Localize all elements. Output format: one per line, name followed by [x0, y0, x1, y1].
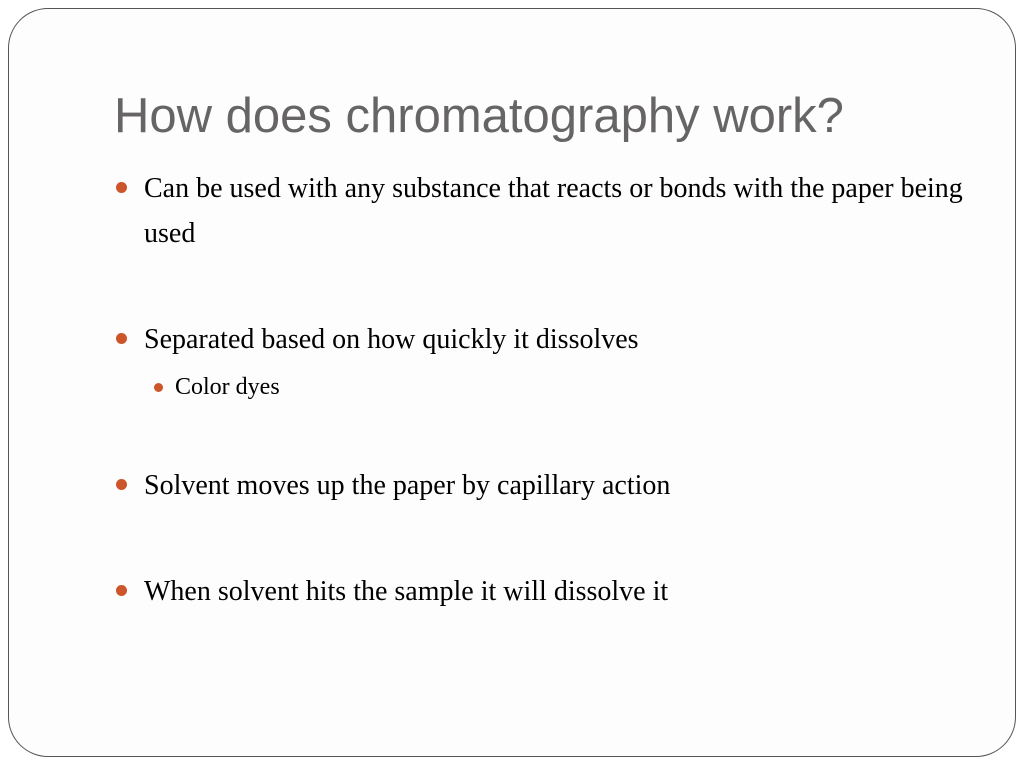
- bullet-text: Solvent moves up the paper by capillary action: [144, 470, 671, 501]
- bullet-text: When solvent hits the sample it will dissolve it: [144, 576, 669, 607]
- bullet-dot-icon: [154, 383, 163, 392]
- bullet-item: [144, 569, 974, 614]
- bullet-item: [144, 166, 974, 256]
- bullet-dot-icon: [116, 479, 127, 490]
- slide-title: How does chromatography work?: [114, 89, 844, 143]
- bullet-dot-icon: [116, 182, 127, 193]
- bullet-dot-icon: [116, 333, 127, 344]
- bullet-item: [144, 463, 974, 508]
- bullet-dot-icon: [116, 585, 127, 596]
- bullet-item: [144, 317, 974, 362]
- sub-bullet-item: [175, 370, 955, 404]
- bullet-text: Can be used with any substance that reacts or bonds with the paper being used: [144, 173, 963, 249]
- bullet-text: Color dyes: [175, 374, 280, 400]
- bullet-text: Separated based on how quickly it dissolves: [144, 324, 639, 355]
